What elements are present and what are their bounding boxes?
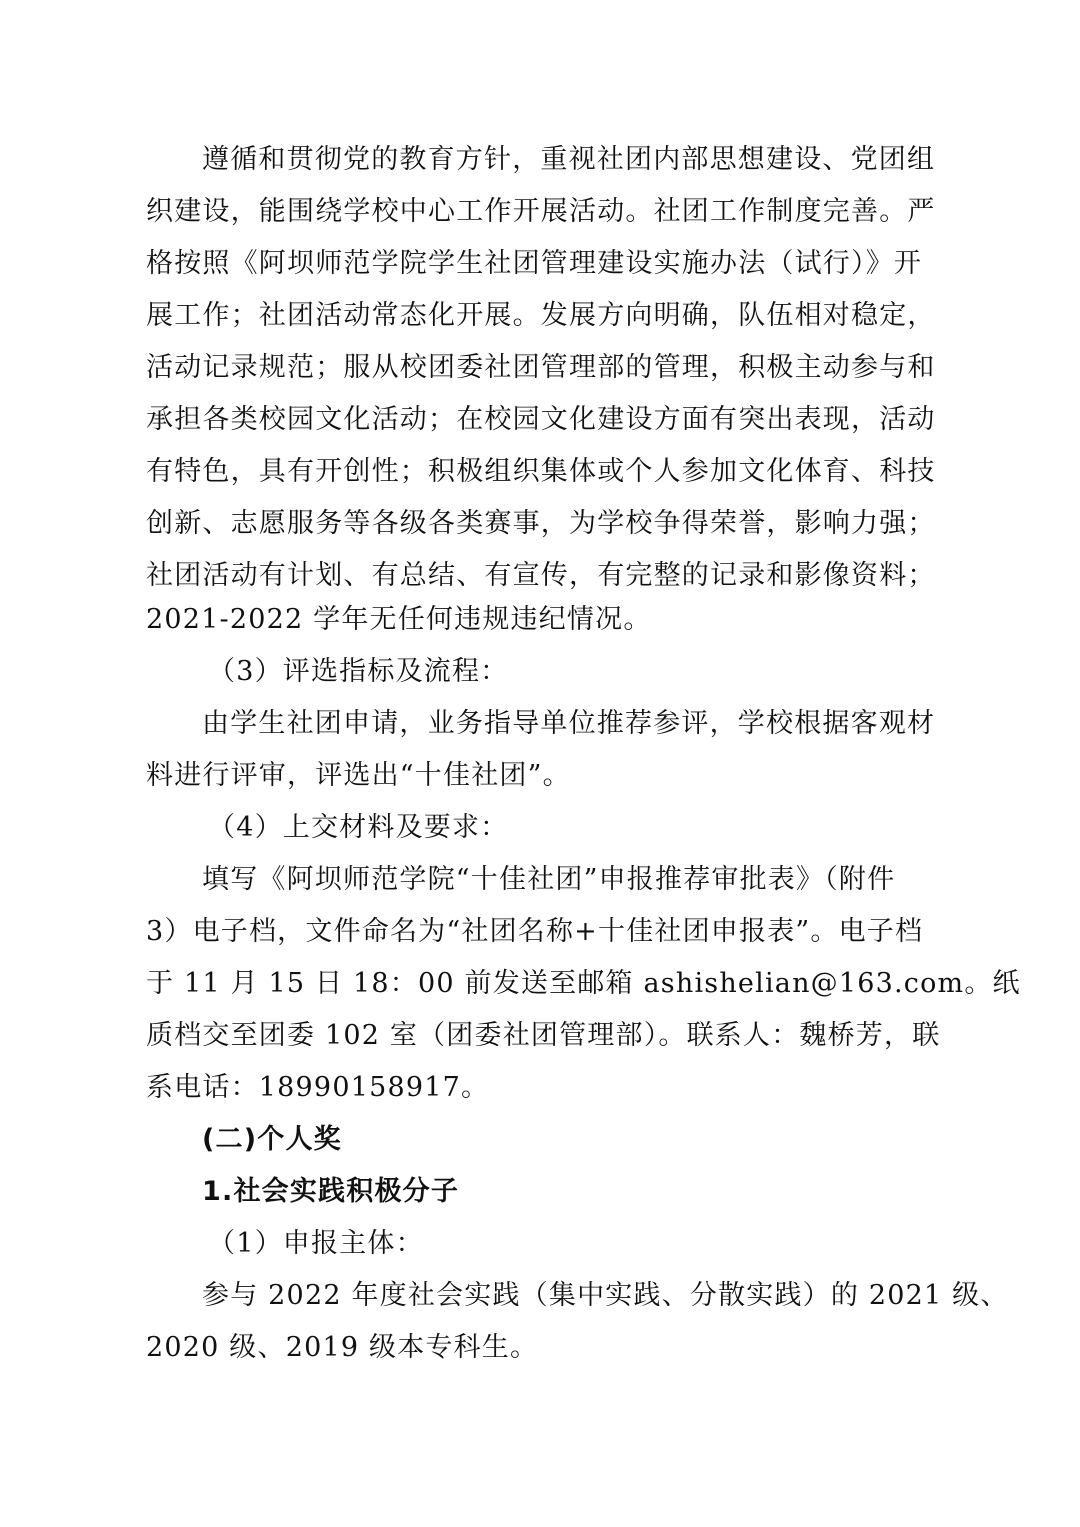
paragraph-line: 3）电子档，文件命名为“社团名称+十佳社团申报表”。电子档 bbox=[146, 916, 924, 947]
section-heading: （1）申报主体： bbox=[208, 1228, 424, 1259]
paragraph-line: 有特色，具有开创性；积极组织集体或个人参加文化体育、科技 bbox=[146, 456, 936, 487]
paragraph-line: 填写《阿坝师范学院“十佳社团”申报推荐审批表》（附件 bbox=[202, 864, 896, 895]
subsection-title: 1.社会实践积极分子 bbox=[202, 1176, 460, 1207]
paragraph-line: 参与 2022 年度社会实践（集中实践、分散实践）的 2021 级、 bbox=[202, 1280, 1009, 1311]
paragraph-line: 质档交至团委 102 室（团委社团管理部）。联系人：魏桥芳，联 bbox=[146, 1020, 941, 1051]
paragraph-line: 展工作；社团活动常态化开展。发展方向明确，队伍相对稳定， bbox=[146, 300, 936, 331]
paragraph-line: 2020 级、2019 级本专科生。 bbox=[146, 1332, 539, 1363]
paragraph-line: 系电话：18990158917。 bbox=[146, 1072, 490, 1103]
paragraph-line: 活动记录规范；服从校团委社团管理部的管理，积极主动参与和 bbox=[146, 352, 936, 383]
paragraph-line: 创新、志愿服务等各级各类赛事，为学校争得荣誉，影响力强； bbox=[146, 508, 936, 539]
paragraph-line: 格按照《阿坝师范学院学生社团管理建设实施办法（试行）》开 bbox=[146, 248, 923, 279]
paragraph-line: 社团活动有计划、有总结、有宣传，有完整的记录和影像资料； bbox=[146, 560, 936, 591]
paragraph-line: 承担各类校园文化活动；在校园文化建设方面有突出表现，活动 bbox=[146, 404, 936, 435]
paragraph-line: 料进行评审，评选出“十佳社团”。 bbox=[146, 760, 571, 791]
paragraph-line: 于 11 月 15 日 18：00 前发送至邮箱 ashishelian@163.com。纸 bbox=[146, 968, 1021, 999]
paragraph-line: 2021-2022 学年无任何违规违纪情况。 bbox=[146, 604, 652, 635]
paragraph-line: 织建设，能围绕学校中心工作开展活动。社团工作制度完善。严 bbox=[146, 196, 936, 227]
paragraph-line: 由学生社团申请，业务指导单位推荐参评，学校根据客观材 bbox=[202, 708, 936, 739]
section-heading: （4）上交材料及要求： bbox=[208, 812, 509, 843]
paragraph-line: 遵循和贯彻党的教育方针，重视社团内部思想建设、党团组 bbox=[202, 144, 936, 175]
section-title: (二)个人奖 bbox=[202, 1124, 342, 1155]
section-heading: （3）评选指标及流程： bbox=[208, 656, 509, 687]
